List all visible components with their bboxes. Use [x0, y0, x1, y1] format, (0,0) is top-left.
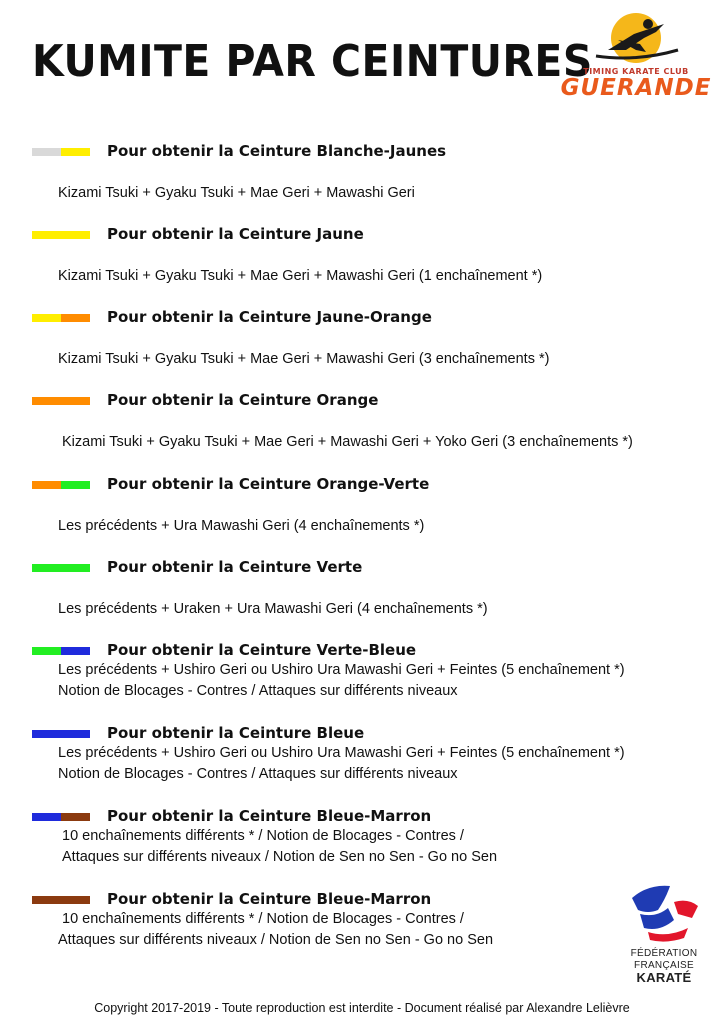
belt-heading: Pour obtenir la Ceinture Blanche-Jaunes — [107, 142, 447, 160]
requirement-line: Notion de Blocages - Contres / Attaques sur différents niveaux — [58, 766, 458, 782]
belt-heading: Pour obtenir la Ceinture Bleue-Marron — [107, 890, 432, 908]
requirement-line: Les précédents + Ushiro Geri ou Ushiro Ura Mawashi Geri + Feintes (5 enchaînement *) — [58, 662, 625, 678]
ffk-text — [618, 948, 710, 984]
belt-color-segment — [61, 813, 90, 821]
requirement-line: Notion de Blocages - Contres / Attaques sur différents niveaux — [58, 683, 458, 699]
belt-heading: Pour obtenir la Ceinture Orange-Verte — [107, 475, 430, 493]
belt-heading: Pour obtenir la Ceinture Jaune — [107, 225, 364, 243]
belt-requirements — [62, 432, 633, 453]
belt-heading: Pour obtenir la Ceinture Orange — [107, 391, 379, 409]
belt-color-segment — [32, 730, 90, 738]
belt-requirements — [62, 826, 497, 868]
belt-requirements — [58, 599, 488, 620]
requirement-line: Attaques sur différents niveaux / Notion de Sen no Sen - Go no Sen — [58, 932, 494, 948]
belt-color-swatch — [32, 397, 90, 405]
belt-color-segment — [61, 314, 90, 322]
belt-heading: Pour obtenir la Ceinture Verte-Bleue — [107, 641, 417, 659]
requirement-line: Kizami Tsuki + Gyaku Tsuki + Mae Geri + Mawashi Geri (1 enchaînement *) — [58, 268, 543, 284]
requirement-line: Les précédents + Ushiro Geri ou Ushiro Ura Mawashi Geri + Feintes (5 enchaînement *) — [58, 745, 625, 761]
belt-heading: Pour obtenir la Ceinture Verte — [107, 558, 363, 576]
belt-color-swatch — [32, 314, 90, 322]
belt-color-segment — [32, 148, 61, 156]
belt-color-swatch — [32, 896, 90, 904]
belt-color-swatch — [32, 730, 90, 738]
requirement-line: 10 enchaînements différents * / Notion de Blocages - Contres / — [62, 828, 464, 844]
belt-color-segment — [61, 148, 90, 156]
ffk-line-1: FÉDÉRATION — [630, 948, 698, 959]
ffk-line-3: KARATÉ — [636, 970, 692, 985]
karateka-logo-icon — [556, 10, 716, 70]
belt-color-segment — [32, 231, 90, 239]
belt-color-segment — [32, 896, 90, 904]
copyright-footer: Copyright 2017-2019 - Toute reproduction est interdite - Document réalisé par Alexandre Lelièvre — [94, 1001, 630, 1015]
club-logo-big-text: GUERANDE — [560, 75, 712, 101]
belt-color-segment — [32, 397, 90, 405]
belt-heading: Pour obtenir la Ceinture Jaune-Orange — [107, 308, 432, 326]
belt-requirements — [58, 349, 549, 370]
requirement-line: Kizami Tsuki + Gyaku Tsuki + Mae Geri + Mawashi Geri — [58, 185, 415, 201]
requirement-line: Les précédents + Ura Mawashi Geri (4 enchaînements *) — [58, 518, 425, 534]
belt-color-segment — [32, 813, 61, 821]
club-logo — [556, 10, 716, 105]
ffk-line-2: FRANÇAISE — [634, 960, 694, 971]
requirement-line: 10 enchaînements différents * / Notion de Blocages - Contres / — [62, 911, 464, 927]
requirement-line: Kizami Tsuki + Gyaku Tsuki + Mae Geri + Mawashi Geri (3 enchaînements *) — [58, 351, 550, 367]
belt-requirements — [58, 909, 493, 951]
belt-heading: Pour obtenir la Ceinture Bleue — [107, 724, 365, 742]
requirement-line: Les précédents + Uraken + Ura Mawashi Geri (4 enchaînements *) — [58, 601, 488, 617]
ffk-logo — [618, 880, 710, 990]
belt-color-swatch — [32, 647, 90, 655]
belt-color-swatch — [32, 813, 90, 821]
belt-color-swatch — [32, 564, 90, 572]
requirement-line: Kizami Tsuki + Gyaku Tsuki + Mae Geri + Mawashi Geri + Yoko Geri (3 enchaînements *) — [62, 434, 633, 450]
belt-requirements — [58, 516, 424, 537]
belt-color-segment — [32, 647, 61, 655]
belt-color-segment — [32, 481, 61, 489]
ffk-emblem-icon — [618, 880, 710, 946]
belt-color-segment — [32, 314, 61, 322]
page-title: KUMITE PAR CEINTURES — [32, 36, 593, 87]
belt-color-segment — [61, 647, 90, 655]
belt-heading: Pour obtenir la Ceinture Bleue-Marron — [107, 807, 432, 825]
belt-requirements — [58, 266, 542, 287]
belt-color-swatch — [32, 148, 90, 156]
belt-color-swatch — [32, 481, 90, 489]
requirement-line: Attaques sur différents niveaux / Notion de Sen no Sen - Go no Sen — [62, 849, 498, 865]
belt-requirements — [58, 660, 625, 702]
belt-color-segment — [32, 564, 90, 572]
belt-color-segment — [61, 481, 90, 489]
club-logo-small-text: TIMING KARATE CLUB — [583, 67, 689, 76]
belt-requirements — [58, 183, 415, 204]
belt-color-swatch — [32, 231, 90, 239]
belt-requirements — [58, 743, 625, 785]
